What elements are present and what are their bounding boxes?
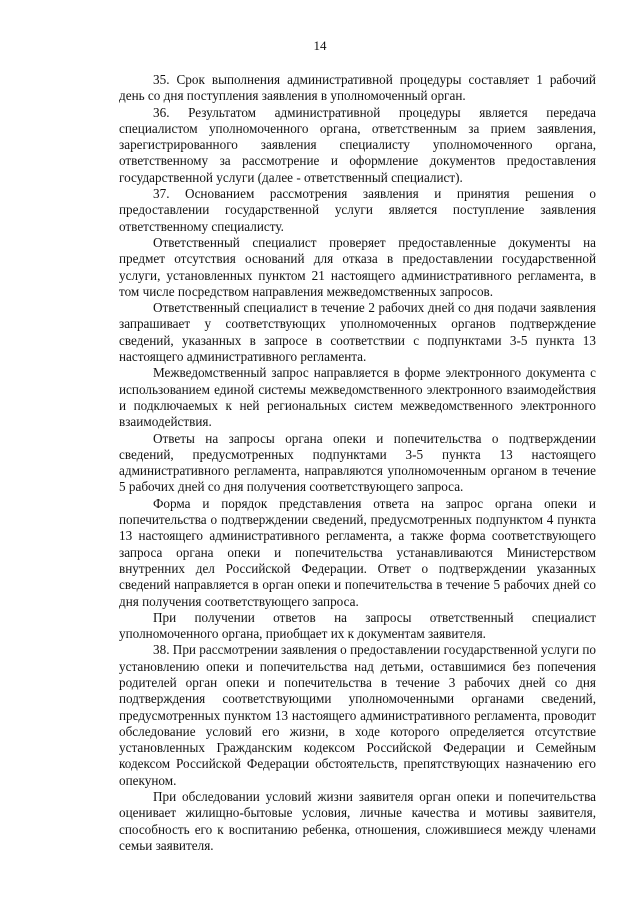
paragraph-38: 38. При рассмотрении заявления о предоставлении государственной услуги по установлению опеки и попечительства над детьми, оставшимися без попечения родителей орган опеки и попечительства в течение 3 рабочих дней со дня подтверждения соответствующими уполномоченными органами сведений, предусмотренных пунктом 13 настоящего административного регламента, проводит обследование условий его жизни, в ходе которого определяется отсутствие установленных Гражданским кодексом Российской Федерации и Семейным кодексом Российской Федерации обстоятельств, препятствующих назначению его опекуном. bbox=[119, 642, 596, 788]
paragraph-electronic-request: Межведомственный запрос направляется в форме электронного документа с использованием единой системы межведомственного электронного взаимодействия и подключаемых к ней региональных систем межведомственного электронного взаимодействия. bbox=[119, 365, 596, 430]
paragraph-35: 35. Срок выполнения административной процедуры составляет 1 рабочий день со дня поступления заявления в уполномоченный орган. bbox=[119, 72, 596, 104]
paragraph-attach-responses: При получении ответов на запросы ответственный специалист уполномоченного органа, приобщает их к документам заявителя. bbox=[119, 609, 596, 642]
paragraph-living-conditions: При обследовании условий жизни заявителя орган опеки и попечительства оценивает жилищно-бытовые условия, личные качества и мотивы заявителя, способность его к воспитанию ребенка, отношения, сложившиеся между членами семьи заявителя. bbox=[119, 789, 596, 853]
page-number: 14 bbox=[313, 38, 327, 53]
paragraph-37: 37. Основанием рассмотрения заявления и принятия решения о предоставлении государственной услуги является поступление заявления ответственному специалисту. bbox=[119, 186, 596, 234]
paragraph-document-check: Ответственный специалист проверяет предоставленные документы на предмет отсутствия оснований для отказа в предоставлении государственной услуги, установленных пунктом 21 настоящего административного регламента, в том числе посредством направления межведомственных запросов. bbox=[119, 234, 596, 299]
paragraph-response-form: Форма и порядок представления ответа на запрос органа опеки и попечительства о подтверждении сведений, предусмотренных подпунктом 4 пункта 13 настоящего административного регламента, а также форма соответствующего запроса органа опеки и попечительства устанавливаются Министерством внутренних дел Российской Федерации. Ответ о подтверждении указанных сведений направляется в орган опеки и попечительства в течение 5 рабочих дней со дня получения соответствующего запроса. bbox=[119, 495, 596, 609]
paragraph-request-timing: Ответственный специалист в течение 2 рабочих дней со дня подачи заявления запрашивает у соответствующих уполномоченных органов подтверждение сведений, указанных в запросе в соответствии с подпунктами 3-5 пункта 13 настоящего административного регламента. bbox=[119, 300, 596, 365]
paragraph-responses: Ответы на запросы органа опеки и попечительства о подтверждении сведений, предусмотренных подпунктами 3-5 пункта 13 настоящего административного регламента, направляются уполномоченным органом в течение 5 рабочих дней со дня получения соответствующего запроса. bbox=[119, 430, 596, 495]
document-body bbox=[119, 72, 596, 854]
paragraph-36: 36. Результатом административной процедуры является передача специалистом уполномоченного органа, ответственным за прием заявления, зарегистрированного заявления специалисту уполномоченного органа, ответственному за рассмотрение и оформление документов предоставления государственной услуги (далее - ответственный специалист). bbox=[119, 104, 596, 185]
